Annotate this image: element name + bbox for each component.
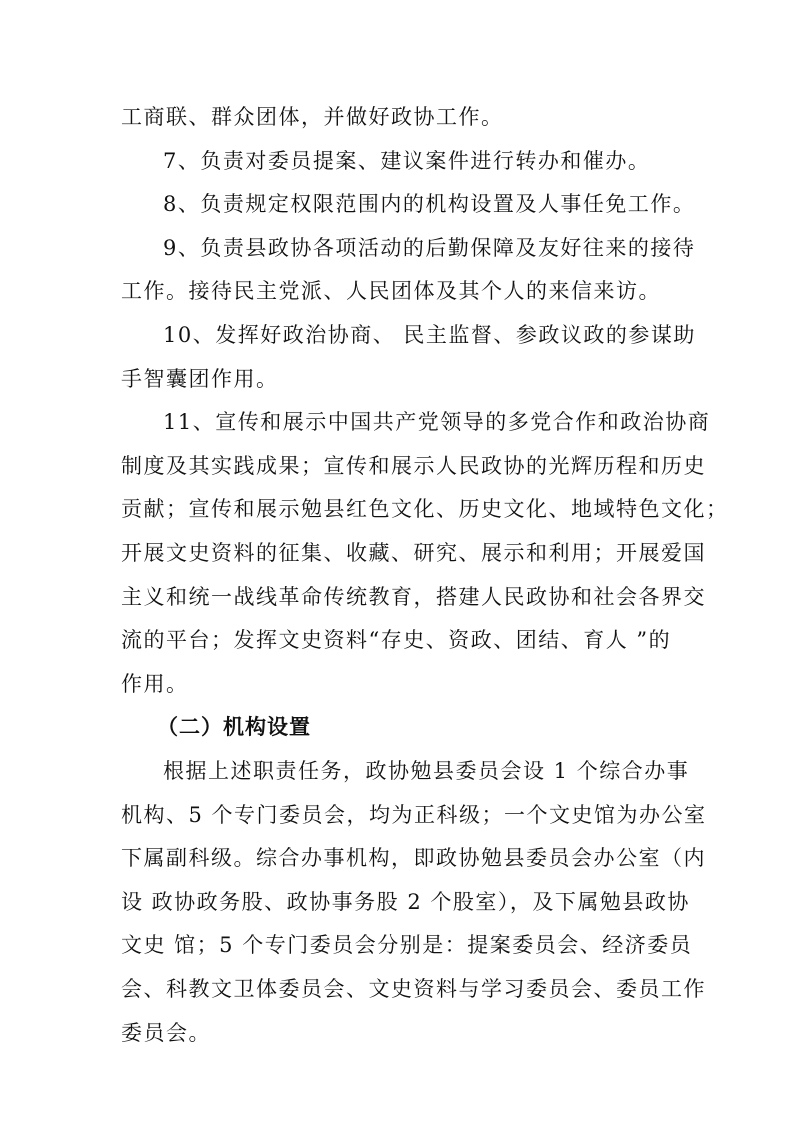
list-item-8: 8、负责规定权限范围内的机构设置及人事任免工作。: [163, 192, 696, 216]
paragraph-line: 根据上述职责任务，政协勉县委员会设 1 个综合办事: [163, 759, 690, 783]
list-item-10: 10、发挥好政治协商、 民主监督、参政议政的参谋助: [163, 323, 696, 347]
text-line: 工作。接待民主党派、人民团体及其个人的来信来访。: [121, 279, 661, 303]
text-line: 贡献；宣传和展示勉县红色文化、历史文化、地域特色文化；: [121, 497, 729, 521]
list-item-7: 7、负责对委员提案、建议案件进行转办和催办。: [163, 149, 651, 173]
text-line: 开展文史资料的征集、收藏、研究、展示和利用；开展爱国: [121, 541, 706, 565]
paragraph-line: 委员会。: [121, 1021, 211, 1045]
text-line: 工商联、群众团体，并做好政协工作。: [121, 105, 504, 129]
paragraph-line: 会、科教文卫体委员会、文史资料与学习委员会、委员工作: [121, 977, 706, 1001]
text-line: 作用。: [121, 672, 189, 696]
section-heading: （二）机构设置: [157, 714, 311, 739]
text-line: 主义和统一战线革命传统教育，搭建人民政协和社会各界交: [121, 585, 706, 609]
paragraph-line: 下属副科级。综合办事机构，即政协勉县委员会办公室（内: [121, 846, 706, 870]
text-line: 制度及其实践成果；宣传和展示人民政协的光辉历程和历史: [121, 454, 706, 478]
list-item-11: 11、宣传和展示中国共产党领导的多党合作和政治协商: [163, 410, 711, 434]
list-item-9: 9、负责县政协各项活动的后勤保障及友好往来的接待: [163, 236, 696, 260]
paragraph-line: 文史 馆；5 个专门委员会分别是：提案委员会、经济委员: [121, 933, 693, 957]
text-line: 流的平台；发挥文史资料“存史、资政、团结、育人 ”的: [121, 628, 672, 652]
paragraph-line: 设 政协政务股、政协事务股 2 个股室），及下属勉县政协: [121, 890, 690, 914]
text-line: 手智囊团作用。: [121, 367, 279, 391]
paragraph-line: 机构、5 个专门委员会，均为正科级；一个文史馆为办公室: [121, 803, 707, 827]
